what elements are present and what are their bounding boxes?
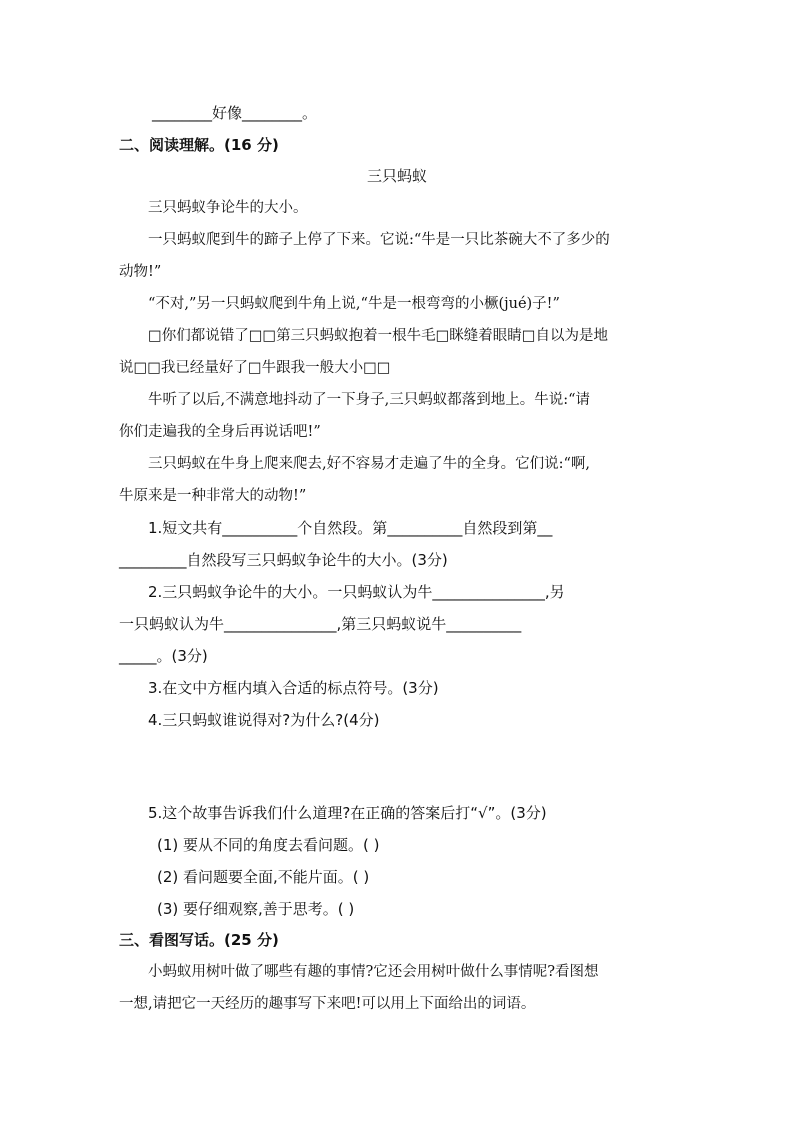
question-line: _____。(3分) bbox=[119, 647, 208, 665]
question-line: _________自然段写三只蚂蚁争论牛的大小。(3分) bbox=[119, 551, 448, 569]
question-line: 1.短文共有__________个自然段。第__________自然段到第__ bbox=[148, 519, 553, 537]
question-line: 4.三只蚂蚁谁说得对?为什么?(4分) bbox=[148, 711, 380, 729]
story-paragraph: “不对,”另一只蚂蚁爬到牛角上说,“牛是一根弯弯的小橛(jué)子!” bbox=[148, 296, 560, 312]
choice-line: (2) 看问题要全面,不能片面。( ) bbox=[157, 868, 370, 886]
section-3-paragraph: 一想,请把它一天经历的趣事写下来吧!可以用上下面给出的词语。 bbox=[119, 996, 536, 1012]
story-paragraph: 三只蚂蚁争论牛的大小。 bbox=[148, 200, 308, 216]
story-paragraph: 三只蚂蚁在牛身上爬来爬去,好不容易才走遍了牛的全身。它们说:“啊, bbox=[148, 456, 591, 472]
story-paragraph: 说□□我已经量好了□牛跟我一般大小□□ bbox=[119, 360, 391, 376]
story-paragraph: □你们都说错了□□第三只蚂蚁抱着一根牛毛□眯缝着眼睛□自以为是地 bbox=[148, 328, 608, 344]
question-line: 3.在文中方框内填入合适的标点符号。(3分) bbox=[148, 679, 439, 697]
story-paragraph: 你们走遍我的全身后再说话吧!” bbox=[119, 424, 321, 440]
story-title: 三只蚂蚁 bbox=[366, 167, 427, 185]
story-paragraph: 一只蚂蚁爬到牛的蹄子上停了下来。它说:“牛是一只比茶碗大不了多少的 bbox=[148, 232, 610, 248]
question-line: 5.这个故事告诉我们什么道理?在正确的答案后打“√”。(3分) bbox=[148, 804, 547, 822]
section-3-heading: 三、看图写话。(25 分) bbox=[119, 931, 279, 949]
section-3-paragraph: 小蚂蚁用树叶做了哪些有趣的事情?它还会用树叶做什么事情呢?看图想 bbox=[148, 964, 599, 980]
choice-line: (3) 要仔细观察,善于思考。( ) bbox=[157, 900, 355, 918]
story-paragraph: 牛原来是一种非常大的动物!” bbox=[119, 488, 307, 504]
section-2-heading: 二、阅读理解。(16 分) bbox=[119, 136, 279, 154]
question-line: 2.三只蚂蚁争论牛的大小。一只蚂蚁认为牛_______________,另 bbox=[148, 583, 565, 601]
top-fill-line: ________好像________。 bbox=[152, 104, 318, 122]
choice-line: (1) 要从不同的角度去看问题。( ) bbox=[157, 836, 380, 854]
story-paragraph: 动物!” bbox=[119, 264, 162, 280]
question-line: 一只蚂蚁认为牛_______________,第三只蚂蚁说牛__________ bbox=[119, 615, 522, 633]
story-paragraph: 牛听了以后,不满意地抖动了一下身子,三只蚂蚁都落到地上。牛说:“请 bbox=[148, 392, 591, 408]
